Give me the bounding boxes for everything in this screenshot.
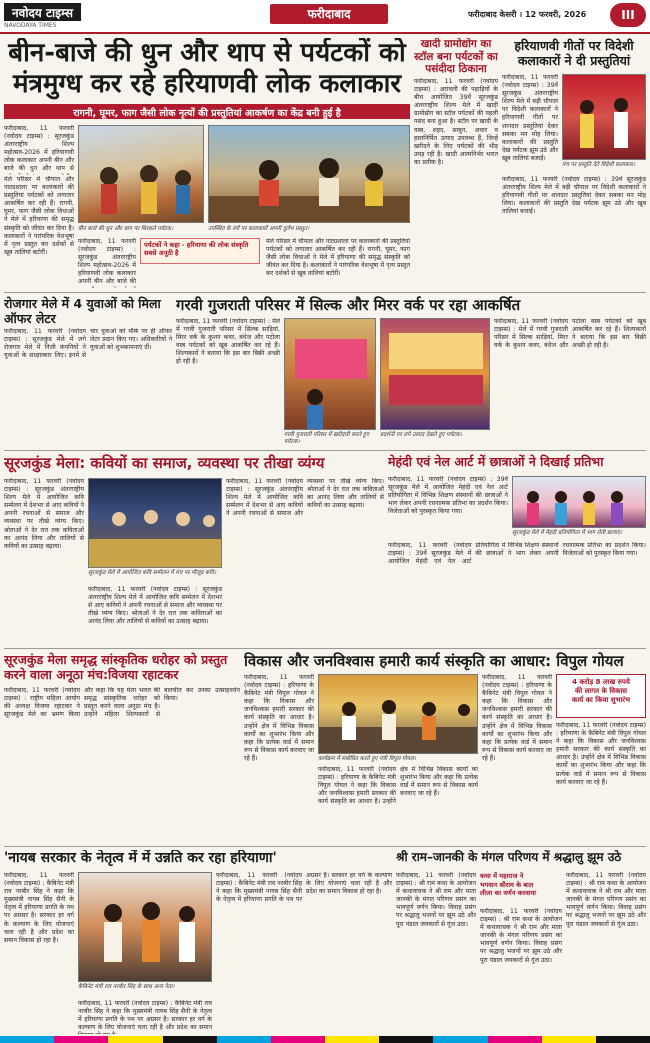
dharohar-story [4, 652, 240, 842]
kavi-body-right: फरीदाबाद, 11 फरवरी (नवोदय टाइम्स) : सूरजकुंड अंतरराष्ट्रीय शिल्प मेले में आयोजित कवि सम्मेलन में देशभर से आए कवियों ने अपनी रचनाओं से समाज और व्यवस्था पर तीखे व्यंग्य किए। श्रोताओं ने देर रात तक कविताओं का आनंद लिया और तालियों से कवियों का उत्साह बढ़ाया। [226, 478, 384, 518]
shriram-box-line-2: भगवान श्रीराम के बाल [480, 880, 534, 889]
rule-4 [4, 846, 646, 847]
lead-caption-1: बीन बाजे की धुन और थाप पर थिरकते पर्यटक। [78, 226, 174, 232]
nayab-body-left: फरीदाबाद, 11 फरवरी (नवोदय टाइम्स) : कैबिनेट मंत्री राव नरबीर सिंह ने कहा कि मुख्यमंत्री नायब सिंह सैनी के नेतृत्व में हरियाणा प्रगति के पथ पर अग्रसर है। सरकार हर वर्ग के कल्याण के लिए योजनाएं चला रही है और प्रदेश का समान विकास हो रहा है। [4, 872, 74, 944]
rule-3 [4, 648, 646, 649]
khadi-body: फरीदाबाद, 11 फरवरी (नवोदय टाइम्स) : अरावली की पहाड़ियों के बीच आयोजित 39वें सूरजकुंड अंतरराष्ट्रीय शिल्प मेले में खादी ग्रामोद्योग का स्टॉल पर्यटकों की पहली पसंद बना हुआ है। स्टॉल पर खादी के वस्त्र, शहद, साबुन, अचार व हस्तनिर्मित उत्पाद उपलब्ध हैं, जिन्हें खरीदने के लिए पर्यटकों की भीड़ उमड़ रही है। खादी आत्मनिर्भर भारत का प्रतीक है। [414, 78, 498, 166]
vikas-box-line-3: कार्य का किया शुभारंभ [571, 696, 631, 704]
vikas-photo [318, 674, 478, 754]
garvi-story [176, 296, 646, 446]
shriram-body-right: फरीदाबाद, 11 फरवरी (नवोदय टाइम्स) : श्री राम कथा के आयोजन में कथावाचक ने श्री राम और माता जानकी के मंगल परिणय प्रसंग का भावपूर्ण वर्णन किया। विवाह प्रसंग पर श्रद्धालु भजनों पर झूम उठे और पूरा पंडाल जयकारों से गूंज उठा। [566, 872, 646, 928]
foreign-headline: हरियाणवी गीतों पर विदेशी कलाकारों ने दी प्रस्तुतियां [514, 38, 634, 68]
rule-2 [4, 450, 646, 451]
brand-subtitle: NAVODAYA TIMES [4, 22, 57, 29]
masthead [0, 0, 650, 34]
lead-body-col2: फरीदाबाद, 11 फरवरी (नवोदय टाइम्स) : सूरजकुंड अंतरराष्ट्रीय शिल्प महोत्सव-2026 में हरियाणवी लोक कलाकार अपनी बीन और बाजे की [78, 238, 136, 286]
kavi-stage-image [89, 479, 222, 568]
vikas-body-far-right: फरीदाबाद, 11 फरवरी (नवोदय टाइम्स) : हरियाणा के कैबिनेट मंत्री विपुल गोयल ने कहा कि विकास और जनविश्वास हमारी सरकार की कार्य संस्कृति का आधार है। उन्होंने क्षेत्र में विभिन्न विकास कार्यों का शुभारंभ किया और कहा कि प्रत्येक वार्ड में समान रूप से विकास कार्य करवाए जा रहे हैं। [556, 722, 646, 786]
foreign-body-left: फरीदाबाद, 11 फरवरी (नवोदय टाइम्स) : 39वें सूरजकुंड अंतरराष्ट्रीय शिल्प मेले में बड़ी चौपाल पर विदेशी कलाकारों ने हरियाणवी गीतों पर शानदार प्रस्तुतियां देकर सबका मन मोह लिया। कलाकारों की प्रस्तुति देख पर्यटक झूम उठे और खूब तालियां बजाईं। [502, 74, 558, 162]
dancers-image [79, 126, 204, 223]
shriram-box [480, 872, 562, 904]
lead-subhead: रागनी, घूमर, फाग जैसी लोक नृत्यों की प्रस्तुतियां आकर्षण का केंद्र बनी हुई है [4, 104, 410, 119]
vikas-body-right: फरीदाबाद, 11 फरवरी (नवोदय टाइम्स) : हरियाणा के कैबिनेट मंत्री विपुल गोयल ने कहा कि विकास और जनविश्वास हमारी सरकार की कार्य संस्कृति का आधार है। उन्होंने क्षेत्र में विभिन्न विकास कार्यों का शुभारंभ किया और कहा कि प्रत्येक वार्ड में समान रूप से विकास कार्य करवाए जा रहे हैं। [482, 674, 552, 762]
nayab-caption: कैबिनेट मंत्री राव नरबीर सिंह के साथ अन्य नेता। [78, 984, 175, 990]
rozgar-headline: रोजगार मेले में 4 युवाओं को मिला ऑफर लेटर [4, 296, 161, 326]
garvi-photo-2 [380, 318, 490, 430]
garvi-caption-1: गरवी गुजराती परिसर में खरीदारी करते हुए पर्यटक। [284, 432, 369, 445]
products-image [381, 319, 490, 430]
garvi-body-left: फरीदाबाद, 11 फरवरी (नवोदय टाइम्स) : मेले में गरवी गुजराती परिसर में सिल्क साड़ियां, मिरर वर्क के कुशन कवर, बंधेज और पटोला वस्त्र पर्यटकों को खूब आकर्षित कर रहे हैं। शिल्पकारों ने बताया कि इस बार बिक्री अच्छी हो रही है। [176, 318, 280, 366]
leaders-image [79, 873, 212, 982]
kavi-photo [88, 478, 222, 568]
kavi-body-left: फरीदाबाद, 11 फरवरी (नवोदय टाइम्स) : सूरजकुंड अंतरराष्ट्रीय शिल्प मेले में आयोजित कवि सम्मेलन में देशभर से आए कवियों ने अपनी रचनाओं से समाज और व्यवस्था पर तीखे व्यंग्य किए। श्रोताओं ने देर रात तक कविताओं का आनंद लिया और तालियों से कवियों का उत्साह बढ़ाया। [4, 478, 84, 550]
section-label: फरीदाबाद [270, 4, 388, 24]
page-number: III [610, 3, 646, 27]
stage-performers-image [563, 75, 646, 160]
kavi-story [4, 454, 384, 644]
mehndi-story [388, 454, 646, 644]
nayab-headline: 'नायब सरकार के नेतृत्व में में उन्नति कर रहा हरियाणा' [4, 850, 277, 866]
kavi-body-mid: फरीदाबाद, 11 फरवरी (नवोदय टाइम्स) : सूरजकुंड अंतरराष्ट्रीय शिल्प मेले में आयोजित कवि सम्मेलन में देशभर से आए कवियों ने अपनी रचनाओं से समाज और व्यवस्था पर तीखे व्यंग्य किए। श्रोताओं ने देर रात तक कविताओं का आनंद लिया और तालियों से कवियों का उत्साह बढ़ाया। [88, 586, 222, 626]
foreign-body-bottom: फरीदाबाद, 11 फरवरी (नवोदय टाइम्स) : 39वें सूरजकुंड अंतरराष्ट्रीय शिल्प मेले में बड़ी चौपाल पर विदेशी कलाकारों ने हरियाणवी गीतों पर शानदार प्रस्तुतियां देकर सबका मन मोह लिया। कलाकारों की प्रस्तुति देख पर्यटक झूम उठे और खूब तालियां बजाईं। [502, 176, 646, 216]
lead-photo-1 [78, 125, 204, 223]
vikas-body-left: फरीदाबाद, 11 फरवरी (नवोदय टाइम्स) : हरियाणा के कैबिनेट मंत्री विपुल गोयल ने कहा कि विकास और जनविश्वास हमारी सरकार की कार्य संस्कृति का आधार है। उन्होंने क्षेत्र में विभिन्न विकास कार्यों का शुभारंभ किया और कहा कि प्रत्येक वार्ड में समान रूप से विकास कार्य करवाए जा रहे हैं। [244, 674, 314, 762]
shriram-story [396, 850, 646, 1034]
shriram-box-line-3: लीला का वर्णन करवाया [480, 889, 536, 897]
lead-headline: बीन-बाजे की धुन और थाप से पर्यटकों को मंत्रमुग्ध कर रहे हरियाणवी लोक कलाकार [8, 38, 406, 99]
garvi-caption-2: प्रदर्शनी पर लगे उत्पाद देखते हुए पर्यटक। [380, 432, 463, 438]
garvi-headline: गरवी गुजराती परिसर में सिल्क और मिरर वर्क पर रहा आकर्षित [176, 296, 521, 314]
nayab-body-right: फरीदाबाद, 11 फरवरी (नवोदय टाइम्स) : कैबिनेट मंत्री राव नरबीर सिंह ने कहा कि मुख्यमंत्री नायब सिंह सैनी के नेतृत्व में हरियाणा प्रगति के पथ पर अग्रसर है। सरकार हर वर्ग के कल्याण के लिए योजनाएं चला रही है और प्रदेश का समान विकास हो रहा है। [216, 872, 392, 904]
dharohar-headline: सूरजकुंड मेला समृद्ध सांस्कृतिक धरोहर को प्रस्तुत करने वाला अनूठा मंच:विजया रहाटकर [4, 652, 228, 682]
shriram-body-mid: फरीदाबाद, 11 फरवरी (नवोदय टाइम्स) : श्री राम कथा के आयोजन में कथावाचक ने श्री राम और माता जानकी के मंगल परिणय प्रसंग का भावपूर्ण वर्णन किया। विवाह प्रसंग पर श्रद्धालु भजनों पर झूम उठे और पूरा पंडाल जयकारों से गूंज उठा। [480, 908, 562, 964]
nayab-story [4, 850, 392, 1034]
brand-logo: नवोदय टाइम्स [4, 3, 81, 21]
vikas-box-line-1: 4 करोड़ 8 लाख रुपये [572, 678, 630, 686]
lead-body-col3: मेले परिसर में चौपाल और नाट्यशाला पर कलाकारों की प्रस्तुतियां पर्यटकों को लगातार आकर्षित कर रही हैं। रागनी, घूमर, फाग जैसी लोक विधाओं ने मेले में हरियाणा की समृद्ध संस्कृति को जीवंत कर दिया है। कलाकारों ने पारंपरिक वेशभूषा में नृत्य प्रस्तुत कर दर्शकों से खूब तालियां बटोरीं। [266, 238, 410, 278]
vikas-headline: विकास और जनविश्वास हमारी कार्य संस्कृति का आधार: विपुल गोयल [244, 652, 624, 670]
students-image [513, 477, 646, 528]
foreign-caption: मंच पर प्रस्तुति देते विदेशी कलाकार। [562, 162, 636, 168]
vikas-caption: कार्यक्रम में संबोधित करते हुए मंत्री विपुल गोयल। [318, 756, 416, 762]
khadi-story [414, 38, 498, 288]
shriram-body-left: फरीदाबाद, 11 फरवरी (नवोदय टाइम्स) : श्री राम कथा के आयोजन में कथावाचक ने श्री राम और माता जानकी के मंगल परिणय प्रसंग का भावपूर्ण वर्णन किया। विवाह प्रसंग पर श्रद्धालु भजनों पर झूम उठे और पूरा पंडाल जयकारों से गूंज उठा। [396, 872, 476, 928]
garvi-body-right: फरीदाबाद, 11 फरवरी (नवोदय टाइम्स) : मेले में गरवी गुजराती परिसर में सिल्क साड़ियां, मिरर वर्क के कुशन कवर, बंधेज और पटोला वस्त्र पर्यटकों को खूब आकर्षित कर रहे हैं। शिल्पकारों ने बताया कि इस बार बिक्री अच्छी हो रही है। [494, 318, 646, 350]
lead-photo-2 [208, 125, 410, 223]
lead-story [4, 38, 410, 288]
khadi-headline: खादी ग्रामोद्योग का स्टॉल बना पर्यटकों का पसंदीदा ठिकाना [414, 38, 498, 75]
vikas-box [556, 674, 646, 718]
foreign-story [502, 38, 646, 288]
mehndi-body-bottom: फरीदाबाद, 11 फरवरी (नवोदय टाइम्स) : 39वें सूरजकुंड मेले में आयोजित मेहंदी एवं नेल आर्ट प्रतियोगिता में विभिन्न शिक्षण संस्थानों की छात्राओं ने भाग लेकर अपनी रचनात्मक प्रतिभा का प्रदर्शन किया। विजेताओं को पुरस्कृत किया गया। [388, 542, 646, 566]
nayab-body-mid: फरीदाबाद, 11 फरवरी (नवोदय टाइम्स) : कैबिनेट मंत्री राव नरबीर सिंह ने कहा कि मुख्यमंत्री नायब सिंह सैनी के नेतृत्व में हरियाणा प्रगति के पथ पर अग्रसर है। सरकार हर वर्ग के कल्याण के लिए योजनाएं चला रही है और प्रदेश का समान [78, 1000, 212, 1032]
nayab-photo [78, 872, 212, 982]
folk-artists-image [209, 126, 410, 223]
lead-pull-quote: पर्यटकों ने कहा - हरियाणा की लोक संस्कृति सबसे अनूठी है [140, 238, 260, 264]
rule-1 [4, 292, 646, 293]
mehndi-photo [512, 476, 646, 528]
edition-date: फरीदाबाद केसरी । 12 फरवरी, 2026 [468, 10, 587, 19]
lead-dateline: फरीदाबाद, 11 फरवरी (नवोदय टाइम्स) : सूरजकुंड अंतरराष्ट्रीय शिल्प महोत्सव-2026 में हरियाणवी लोक कलाकार अपनी बीन और बाजे की धुन और थाप से [4, 125, 74, 173]
kavi-caption: सूरजकुंड मेले में आयोजित कवि सम्मेलन में मंच पर मौजूद कवि। [88, 570, 217, 576]
lead-body: मेले परिसर में चौपाल और नाट्यशाला पर कलाकारों की प्रस्तुतियां पर्यटकों को लगातार आकर्षित कर रही हैं। रागनी, घूमर, फाग जैसी लोक विधाओं ने मेले में हरियाणा की समृद्ध संस्कृति को जीवंत कर दिया है। कलाकारों ने पारंपरिक वेशभूषा में नृत्य प्रस्तुत कर दर्शकों से खूब तालियां बटोरीं। [4, 176, 74, 256]
vikas-box-line-2: की लागत के विकास [575, 687, 627, 695]
mehndi-headline: मेहंदी एवं नेल आर्ट में छात्राओं ने दिखाई प्रतिभा [388, 454, 604, 469]
mehndi-body-left: फरीदाबाद, 11 फरवरी (नवोदय टाइम्स) : 39वें सूरजकुंड मेले में आयोजित मेहंदी एवं नेल आर्ट प्रतियोगिता में विभिन्न शिक्षण संस्थानों की छात्राओं ने भाग लेकर अपनी रचनात्मक प्रतिभा का प्रदर्शन किया। विजेताओं को पुरस्कृत किया गया। [388, 476, 508, 516]
kavi-headline: सूरजकुंड मेला: कवियों का समाज, व्यवस्था पर तीखा व्यंग्य [4, 454, 325, 472]
inauguration-image [319, 675, 478, 754]
shriram-headline: श्री राम–जानकी के मंगल परिणय में श्रद्धालु झूम उठे [396, 850, 622, 864]
vikas-body-mid: फरीदाबाद, 11 फरवरी (नवोदय टाइम्स) : हरियाणा के कैबिनेट मंत्री विपुल गोयल ने कहा कि विकास और जनविश्वास हमारी सरकार की कार्य संस्कृति का आधार है। उन्होंने क्षेत्र में विभिन्न विकास कार्यों का शुभारंभ किया और कहा कि प्रत्येक वार्ड में समान रूप से विकास कार्य करवाए जा रहे हैं। [318, 766, 478, 806]
garvi-photo-1 [284, 318, 376, 430]
shopping-image [285, 319, 376, 430]
print-color-bar [0, 1036, 650, 1043]
rozgar-story [4, 296, 172, 446]
foreign-photo [562, 74, 646, 160]
lead-caption-2: उपस्थित के रंगों पर कलाकारों अपनी दुर्लभ प्रस्तुत। [208, 226, 310, 232]
dharohar-body: फरीदाबाद, 11 फरवरी (नवोदय टाइम्स) : राष्ट्रीय महिला आयोग की अध्यक्ष विजया रहाटकर ने सूरजकुंड मेले का भ्रमण किया और कहा कि यह मेला भारत की समृद्ध सांस्कृतिक धरोहर को प्रस्तुत करने वाला अनूठा मंच है। उन्होंने महिला शिल्पकारों से बातचीत कर उनका उत्साहवर्धन किया। [4, 687, 240, 719]
vikas-story [244, 652, 646, 842]
shriram-box-line-1: कथा में महाराज ने [480, 872, 524, 880]
mehndi-caption: सूरजकुंड मेले में मेहंदी प्रतियोगिता में भाग लेती छात्राएं। [512, 530, 623, 536]
rozgar-body: फरीदाबाद, 11 फरवरी (नवोदय टाइम्स) : सूरजकुंड मेले में लगे रोजगार मेले में निजी कंपनियों ने युवाओं के साक्षात्कार लिए। इनमें से चार युवाओं को मौके पर ही ऑफर लेटर प्रदान किए गए। अधिकारियों ने युवाओं को शुभकामनाएं दीं। [4, 328, 172, 360]
